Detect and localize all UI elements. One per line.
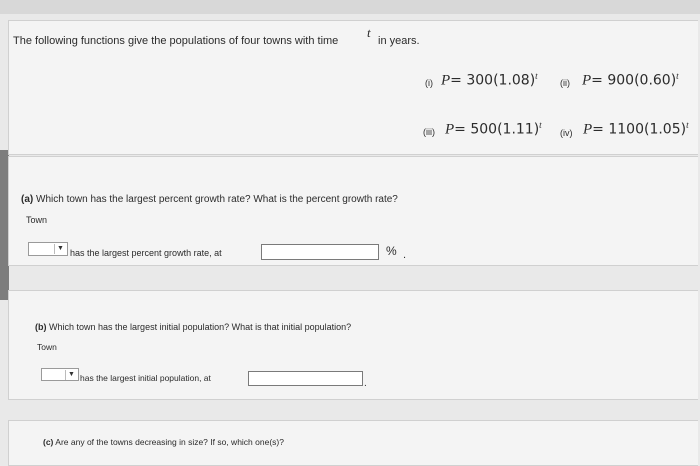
part-b-panel bbox=[8, 290, 698, 400]
function-var: P bbox=[583, 121, 593, 138]
part-a-question bbox=[21, 194, 398, 205]
function-var: P bbox=[445, 121, 455, 138]
part-b-town-select[interactable] bbox=[41, 368, 79, 381]
part-a-prefix: (a) bbox=[21, 194, 34, 205]
function-var: P bbox=[582, 72, 592, 89]
function-label-i: (i) bbox=[425, 78, 433, 88]
time-variable: t bbox=[367, 25, 371, 40]
part-b-town-label: Town bbox=[37, 342, 57, 352]
part-a-town-label: Town bbox=[26, 215, 48, 225]
function-label-iv: (iv) bbox=[560, 128, 573, 138]
function-iii bbox=[445, 120, 542, 139]
part-a-period: . bbox=[403, 249, 407, 261]
part-b-sentence: has the largest initial population, at bbox=[80, 373, 211, 383]
part-c-prefix: (c) bbox=[43, 437, 54, 447]
part-b-prefix: (b) bbox=[35, 322, 47, 332]
function-expr: = 300(1.08) bbox=[450, 72, 536, 89]
intro-text: The following functions give the populations of four towns with time bbox=[13, 35, 339, 47]
function-exponent: t bbox=[676, 71, 679, 81]
part-c-question-text: Are any of the towns decreasing in size? If so, which one(s)? bbox=[55, 437, 284, 447]
part-a-rate-input[interactable] bbox=[261, 244, 379, 260]
part-c-question bbox=[43, 437, 284, 447]
chevron-down-icon[interactable]: ▼ bbox=[65, 370, 77, 380]
function-exponent: t bbox=[539, 120, 542, 130]
function-label-iii: (iii) bbox=[423, 127, 435, 137]
part-a-question-text: Which town has the largest percent growth rate? What is the percent growth rate? bbox=[36, 194, 398, 205]
chevron-down-icon[interactable]: ▼ bbox=[54, 244, 66, 254]
function-exponent: t bbox=[535, 71, 538, 81]
part-a-town-select[interactable] bbox=[28, 242, 68, 256]
function-i bbox=[441, 71, 538, 90]
part-a-panel bbox=[8, 156, 698, 266]
function-ii bbox=[582, 71, 679, 90]
function-label-ii: (ii) bbox=[560, 78, 570, 88]
part-b-question-text: Which town has the largest initial population? What is that initial population? bbox=[49, 322, 352, 332]
part-b-population-input[interactable] bbox=[248, 371, 363, 386]
intro-tail: in years. bbox=[378, 35, 420, 47]
function-expr: = 900(0.60) bbox=[591, 72, 677, 89]
function-expr: = 500(1.11) bbox=[454, 121, 540, 138]
intro-panel bbox=[8, 20, 698, 155]
part-b-question bbox=[35, 322, 351, 332]
function-var: P bbox=[441, 72, 451, 89]
function-iv bbox=[583, 120, 689, 139]
part-c-panel bbox=[8, 420, 698, 466]
top-shadow bbox=[0, 0, 700, 14]
part-a-sentence: has the largest percent growth rate, at bbox=[70, 248, 222, 258]
part-b-period: . bbox=[364, 378, 367, 389]
function-expr: = 1100(1.05) bbox=[592, 121, 687, 138]
function-exponent: t bbox=[686, 120, 689, 130]
percent-sign: % bbox=[386, 244, 397, 258]
